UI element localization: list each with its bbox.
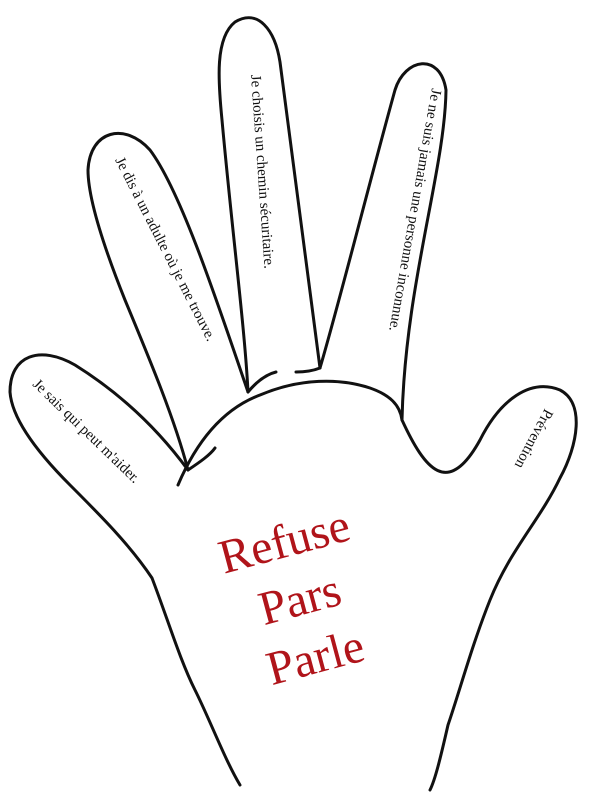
thumb-text: Prévention [510, 406, 556, 472]
little-finger-text: Je sais qui peut m'aider. [29, 376, 143, 487]
palm-text-pars: Pars [253, 563, 347, 636]
palm-top-curve [178, 381, 402, 485]
palm-text-refuse: Refuse [213, 498, 356, 585]
palm-text-parle: Parle [260, 619, 370, 696]
ring-finger-text: Je dis à un adulte où je me trouve. [111, 154, 219, 345]
middle-finger-text: Je choisis un chemin sécuritaire. [247, 74, 277, 270]
palm-text-group [213, 499, 387, 701]
index-finger-text: Je ne suis jamais une personne inconnue. [385, 87, 444, 333]
finger-seam-middle-index [296, 368, 320, 372]
